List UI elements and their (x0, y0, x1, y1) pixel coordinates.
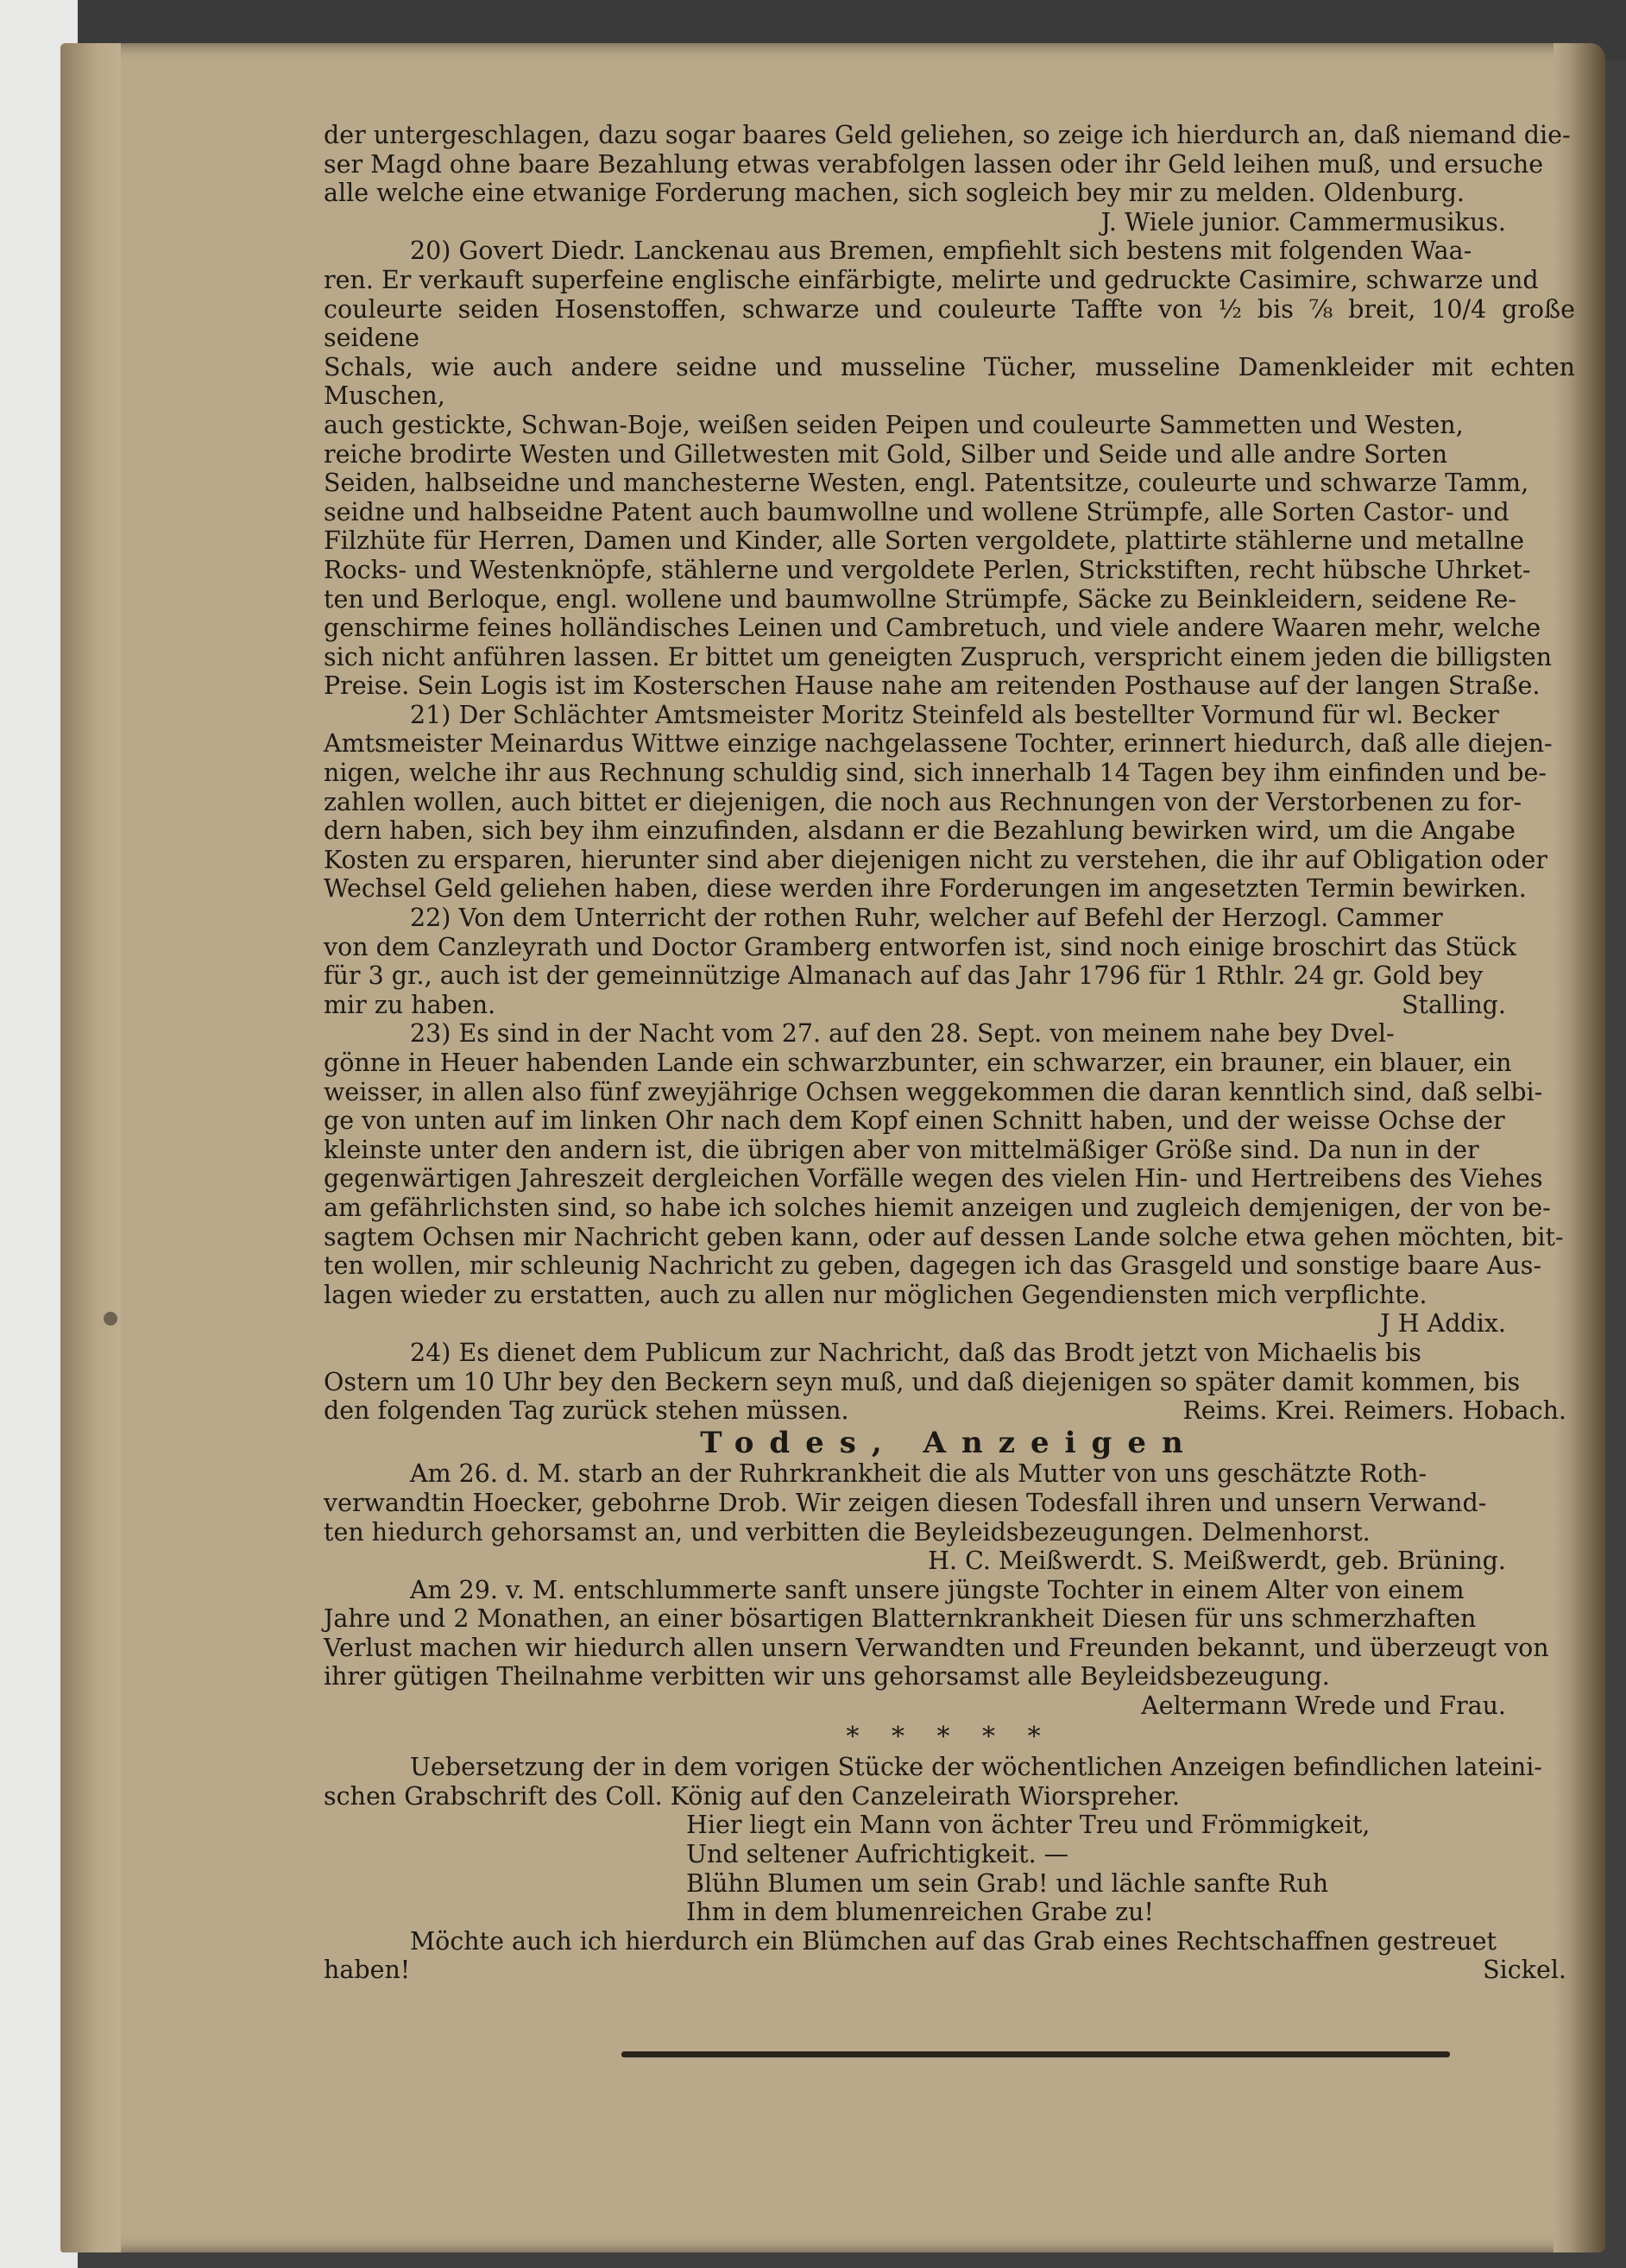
text-fragment: den folgenden Tag zurück stehen müssen. (324, 1396, 849, 1426)
text-line: reiche brodirte Westen und Gilletwesten mit Gold, Silber und Seide und alle andre Sorten (324, 439, 1448, 469)
signature-line: J H Addix. (1380, 1309, 1506, 1339)
text-line: zahlen wollen, auch bittet er diejenigen, die noch aus Rechnungen von der Verstorbenen zu for- (324, 787, 1522, 816)
text-line (324, 1396, 1575, 1426)
text-line: Preise. Sein Logis ist im Kosterschen Hause nahe am reitenden Posthause auf der langen Straße. (324, 671, 1541, 701)
text-line: Am 29. v. M. entschlummerte sanft unsere jüngste Tochter in einem Alter von einem (410, 1575, 1465, 1604)
text-line: Rocks- und Westenknöpfe, stählerne und vergoldete Perlen, Strickstiften, recht hübsche Uhrket- (324, 555, 1531, 584)
text-line: Möchte auch ich hierdurch ein Blümchen auf das Grab eines Rechtschaffnen gestreuet (410, 1926, 1497, 1956)
text-line: Amtsmeister Meinardus Wittwe einzige nachgelassene Tochter, erinnert hiedurch, daß alle diejen- (324, 729, 1553, 759)
text-line: 20) Govert Diedr. Lanckenau aus Bremen, empfiehlt sich bestens mit folgenden Waa- (410, 236, 1472, 266)
text-line: Filzhüte für Herren, Damen und Kinder, alle Sorten vergoldete, plattirte stählerne und metallne (324, 526, 1524, 556)
text-line: ren. Er verkauft superfeine englische einfärbigte, melirte und gedruckte Casimire, schwarze und (324, 265, 1539, 294)
text-line: weisser, in allen also fünf zweyjährige Ochsen weggekommen die daran kenntlich sind, daß selbi- (324, 1077, 1543, 1106)
signature-line: Aeltermann Wrede und Frau. (1141, 1692, 1506, 1721)
verse-line: Ihm in dem blumenreichen Grabe zu! (686, 1898, 1154, 1927)
text-line: schen Grabschrift des Coll. König auf den Canzeleirath Wiorspreher. (324, 1781, 1181, 1811)
closing-rule (621, 2051, 1450, 2057)
text-line: der untergeschlagen, dazu sogar baares Geld geliehen, so zeige ich hierdurch an, daß niemand die- (324, 121, 1571, 149)
text-line: ge von unten auf im linken Ohr nach dem Kopf einen Schnitt haben, und der weisse Ochse der (324, 1106, 1505, 1136)
ink-smudge (104, 1312, 117, 1326)
text-line: Uebersetzung der in dem vorigen Stücke der wöchentlichen Anzeigen befindlichen lateini- (410, 1753, 1542, 1782)
text-line: 22) Von dem Unterricht der rothen Ruhr, welcher auf Befehl der Herzogl. Cammer (410, 904, 1443, 933)
star-separator: * * * * * (846, 1721, 1053, 1752)
text-line (324, 1956, 1575, 1985)
signature-line: H. C. Meißwerdt. S. Meißwerdt, geb. Brüning. (928, 1547, 1506, 1576)
text-line: Seiden, halbseidne und manchesterne Westen, engl. Patentsitze, couleurte und schwarze Tamm, (324, 469, 1529, 498)
text-line: kleinste unter den andern ist, die übrigen aber von mittelmäßiger Größe sind. Da nun in der (324, 1135, 1479, 1164)
text-line (324, 991, 1575, 1020)
text-fragment: haben! (324, 1956, 411, 1985)
text-line: Wechsel Geld geliehen haben, diese werden ihre Forderungen im angesetzten Termin bewirken. (324, 874, 1527, 904)
verse-line: Hier liegt ein Mann von ächter Treu und Frömmigkeit, (686, 1811, 1371, 1840)
signature: Stalling. (1402, 990, 1506, 1019)
text-line: ten hiedurch gehorsamst an, und verbitten die Beyleidsbezeugungen. Delmenhorst. (324, 1517, 1371, 1547)
text-line: 24) Es dienet dem Publicum zur Nachricht, daß das Brodt jetzt von Michaelis bis (410, 1338, 1421, 1367)
text-line: Am 26. d. M. starb an der Ruhrkrankheit die als Mutter von uns geschätzte Roth- (410, 1459, 1427, 1489)
text-line: gönne in Heuer habenden Lande ein schwarzbunter, ein schwarzer, ein brauner, ein blauer, ein (324, 1049, 1512, 1077)
text-line: sagtem Ochsen mir Nachricht geben kann, oder auf dessen Lande solche etwa gehen möchten, bit- (324, 1222, 1564, 1251)
text-line: genschirme feines holländisches Leinen und Cambretuch, und viele andere Waaren mehr, welche (324, 614, 1541, 643)
signature-line: J. Wiele junior. Cammermusikus. (1100, 207, 1506, 236)
verse-line: Und seltener Aufrichtigkeit. — (686, 1840, 1069, 1869)
text-line: ihrer gütigen Theilnahme verbitten wir uns gehorsamst alle Beyleidsbezeugung. (324, 1662, 1330, 1692)
text-line: 23) Es sind in der Nacht vom 27. auf den 28. Sept. von meinem nahe bey Dvel- (410, 1019, 1395, 1049)
text-line: verwandtin Hoecker, gebohrne Drob. Wir zeigen diesen Todesfall ihren und unsern Verwand- (324, 1488, 1487, 1517)
text-line: ten wollen, mir schleunig Nachricht zu geben, dagegen ich das Grasgeld und sonstige baare Aus- (324, 1251, 1541, 1281)
text-line: lagen wieder zu erstatten, auch zu allen nur möglichen Gegendiensten mich verpflichte. (324, 1280, 1427, 1309)
text-line: couleurte seiden Hosenstoffen, schwarze und couleurte Taffte von ½ bis ⅞ breit, 10/4 große seidene (324, 294, 1575, 353)
text-line: 21) Der Schlächter Amtsmeister Moritz Steinfeld als bestellter Vormund für wl. Becker (410, 700, 1499, 729)
text-line: seidne und halbseidne Patent auch baumwollne und wollene Strümpfe, alle Sorten Castor- und (324, 497, 1509, 526)
verse-line: Blühn Blumen um sein Grab! und lächle sanfte Ruh (686, 1868, 1329, 1898)
text-line: nigen, welche ihr aus Rechnung schuldig sind, sich innerhalb 14 Tagen bey ihm einfinden und be- (324, 759, 1547, 788)
text-line: Ostern um 10 Uhr bey den Beckern seyn muß, und daß diejenigen so später damit kommen, bis (324, 1367, 1521, 1396)
text-line: ser Magd ohne baare Bezahlung etwas verabfolgen lassen oder ihr Geld leihen muß, und ersuche (324, 149, 1544, 179)
text-line: von dem Canzleyrath und Doctor Gramberg entworfen ist, sind noch einige broschirt das Stück (324, 932, 1516, 961)
text-line: auch gestickte, Schwan-Boje, weißen seiden Peipen und couleurte Sammetten und Westen, (324, 410, 1464, 439)
text-line: für 3 gr., auch ist der gemeinnützige Almanach auf das Jahr 1796 für 1 Rthlr. 24 gr. Gold bey (324, 961, 1484, 991)
text-line: Verlust machen wir hiedurch allen unsern Verwandten und Freunden bekannt, und überzeugt von (324, 1633, 1549, 1662)
text-line: Kosten zu ersparen, hierunter sind aber diejenigen nicht zu verstehen, die ihr auf Obligation oder (324, 845, 1548, 874)
section-heading: Todes, Anzeigen (700, 1425, 1199, 1460)
signature: Reims. Krei. Reimers. Hobach. (1182, 1396, 1566, 1426)
text-line: am gefährlichsten sind, so habe ich solches hiemit anzeigen und zugleich demjenigen, der von be- (324, 1193, 1551, 1222)
text-line: dern haben, sich bey ihm einzufinden, alsdann er die Bezahlung bewirken wird, um die Angabe (324, 816, 1516, 846)
page-text (324, 121, 1575, 1985)
text-fragment: mir zu haben. (324, 990, 496, 1019)
text-line: sich nicht anführen lassen. Er bittet um geneigten Zuspruch, verspricht einem jeden die billigsten (324, 642, 1553, 671)
signature: Sickel. (1483, 1956, 1566, 1985)
text-line: Jahre und 2 Monathen, an einer bösartigen Blatternkrankheit Diesen für uns schmerzhaften (324, 1604, 1477, 1634)
text-line: Schals, wie auch andere seidne und musseline Tücher, musseline Damenkleider mit echten Muschen, (324, 352, 1575, 411)
text-line: ten und Berloque, engl. wollene und baumwollne Strümpfe, Säcke zu Beinkleidern, seidene Re- (324, 584, 1517, 614)
page-edge-left (60, 43, 121, 2252)
text-line: alle welche eine etwanige Forderung machen, sich sogleich bey mir zu melden. Oldenburg. (324, 179, 1465, 208)
text-line: gegenwärtigen Jahreszeit dergleichen Vorfälle wegen des vielen Hin- und Hertreibens des Viehes (324, 1164, 1543, 1194)
